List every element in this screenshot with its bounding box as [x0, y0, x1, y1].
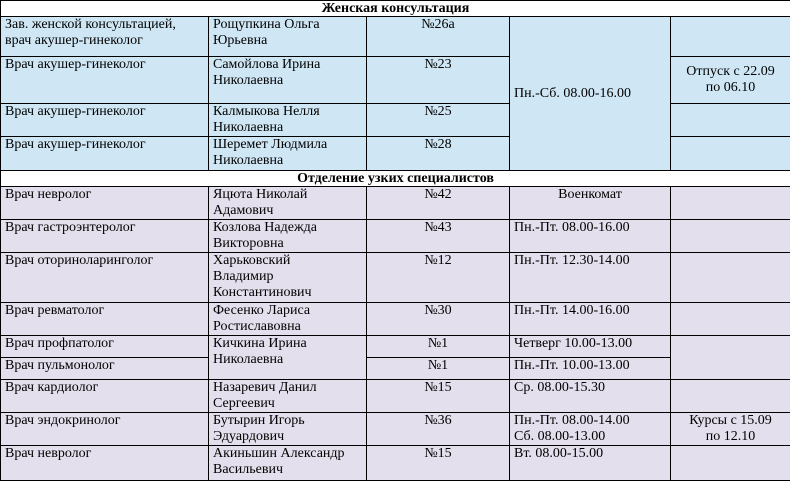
- note-cell: [671, 187, 790, 220]
- note-cell: [671, 220, 790, 253]
- hours-cell-shared: Пн.-Сб. 08.00-16.00: [510, 17, 671, 171]
- room-cell: №25: [367, 104, 510, 137]
- note-cell: Курсы с 15.09 по 12.10: [671, 413, 790, 446]
- doctor-name-cell: Калмыкова Нелля Николаевна: [209, 104, 367, 137]
- hours-cell: Пн.-Пт. 12.30-14.00: [510, 253, 671, 303]
- table-row: [1, 446, 790, 481]
- room-cell: №43: [367, 220, 510, 253]
- table-row: [1, 57, 790, 104]
- hours-cell: Ср. 08.00-15.30: [510, 380, 671, 413]
- position-cell: Врач ревматолог: [1, 303, 209, 336]
- room-cell: №1: [367, 336, 510, 358]
- position-cell: Врач акушер-гинеколог: [1, 137, 209, 171]
- position-cell: Врач акушер-гинеколог: [1, 57, 209, 104]
- hours-cell: Четверг 10.00-13.00: [510, 336, 671, 358]
- room-cell: №15: [367, 380, 510, 413]
- table-row: [1, 413, 790, 446]
- table-row: [1, 220, 790, 253]
- hours-cell: Вт. 08.00-15.00: [510, 446, 671, 481]
- position-cell: Врач акушер-гинеколог: [1, 104, 209, 137]
- room-cell: №42: [367, 187, 510, 220]
- hours-cell: Военкомат: [510, 187, 671, 220]
- position-cell: Врач гастроэнтеролог: [1, 220, 209, 253]
- table-row: [1, 253, 790, 303]
- position-cell: Врач эндокринолог: [1, 413, 209, 446]
- position-cell: Врач невролог: [1, 446, 209, 481]
- position-cell: Врач пульмонолог: [1, 358, 209, 380]
- note-cell: [671, 303, 790, 336]
- section-title-womens-consultation: Женская консультация: [1, 1, 790, 17]
- room-cell: №36: [367, 413, 510, 446]
- note-cell: [671, 104, 790, 137]
- note-cell: [671, 446, 790, 481]
- table-row: [1, 303, 790, 336]
- doctor-name-cell: Акиньшин Александр Васильевич: [209, 446, 367, 481]
- doctor-name-cell: Яцюта Николай Адамович: [209, 187, 367, 220]
- doctor-name-cell: Назаревич Данил Сергеевич: [209, 380, 367, 413]
- note-cell: [671, 253, 790, 303]
- table-row: [1, 104, 790, 137]
- room-cell: №1: [367, 358, 510, 380]
- section-title-specialists: Отделение узких специалистов: [1, 171, 790, 187]
- position-cell: Врач профпатолог: [1, 336, 209, 358]
- doctor-name-cell: Бутырин Игорь Эдуардович: [209, 413, 367, 446]
- hours-cell: Пн.-Пт. 14.00-16.00: [510, 303, 671, 336]
- doctor-name-cell: Шеремет Людмила Николаевна: [209, 137, 367, 171]
- hours-cell: Пн.-Пт. 08.00-16.00: [510, 220, 671, 253]
- doctor-name-cell: Рощупкина Ольга Юрьевна: [209, 17, 367, 57]
- table-row: [1, 380, 790, 413]
- room-cell: №26а: [367, 17, 510, 57]
- note-cell: Отпуск с 22.09 по 06.10: [671, 57, 790, 104]
- note-cell: [671, 17, 790, 57]
- hours-cell: Пн.-Пт. 10.00-13.00: [510, 358, 671, 380]
- position-cell: Врач кардиолог: [1, 380, 209, 413]
- room-cell: №12: [367, 253, 510, 303]
- note-cell: [671, 336, 790, 380]
- note-cell: [671, 137, 790, 171]
- table-row: [1, 137, 790, 171]
- doctor-name-cell: Фесенко Лариса Ростиславовна: [209, 303, 367, 336]
- room-cell: №15: [367, 446, 510, 481]
- doctor-name-cell: Самойлова Ирина Николаевна: [209, 57, 367, 104]
- doctor-name-cell: Козлова Надежда Викторовна: [209, 220, 367, 253]
- hours-cell: Пн.-Пт. 08.00-14.00 Сб. 08.00-13.00: [510, 413, 671, 446]
- table-row: [1, 336, 790, 358]
- position-cell: Зав. женской консультацией, врач акушер-гинеколог: [1, 17, 209, 57]
- position-cell: Врач невролог: [1, 187, 209, 220]
- table-row: [1, 17, 790, 57]
- table-row: [1, 187, 790, 220]
- room-cell: №30: [367, 303, 510, 336]
- position-cell: Врач оториноларинголог: [1, 253, 209, 303]
- room-cell: №28: [367, 137, 510, 171]
- room-cell: №23: [367, 57, 510, 104]
- doctor-name-cell: Харьковский Владимир Константинович: [209, 253, 367, 303]
- doctor-name-cell: Кичкина Ирина Николаевна: [209, 336, 367, 380]
- note-cell: [671, 380, 790, 413]
